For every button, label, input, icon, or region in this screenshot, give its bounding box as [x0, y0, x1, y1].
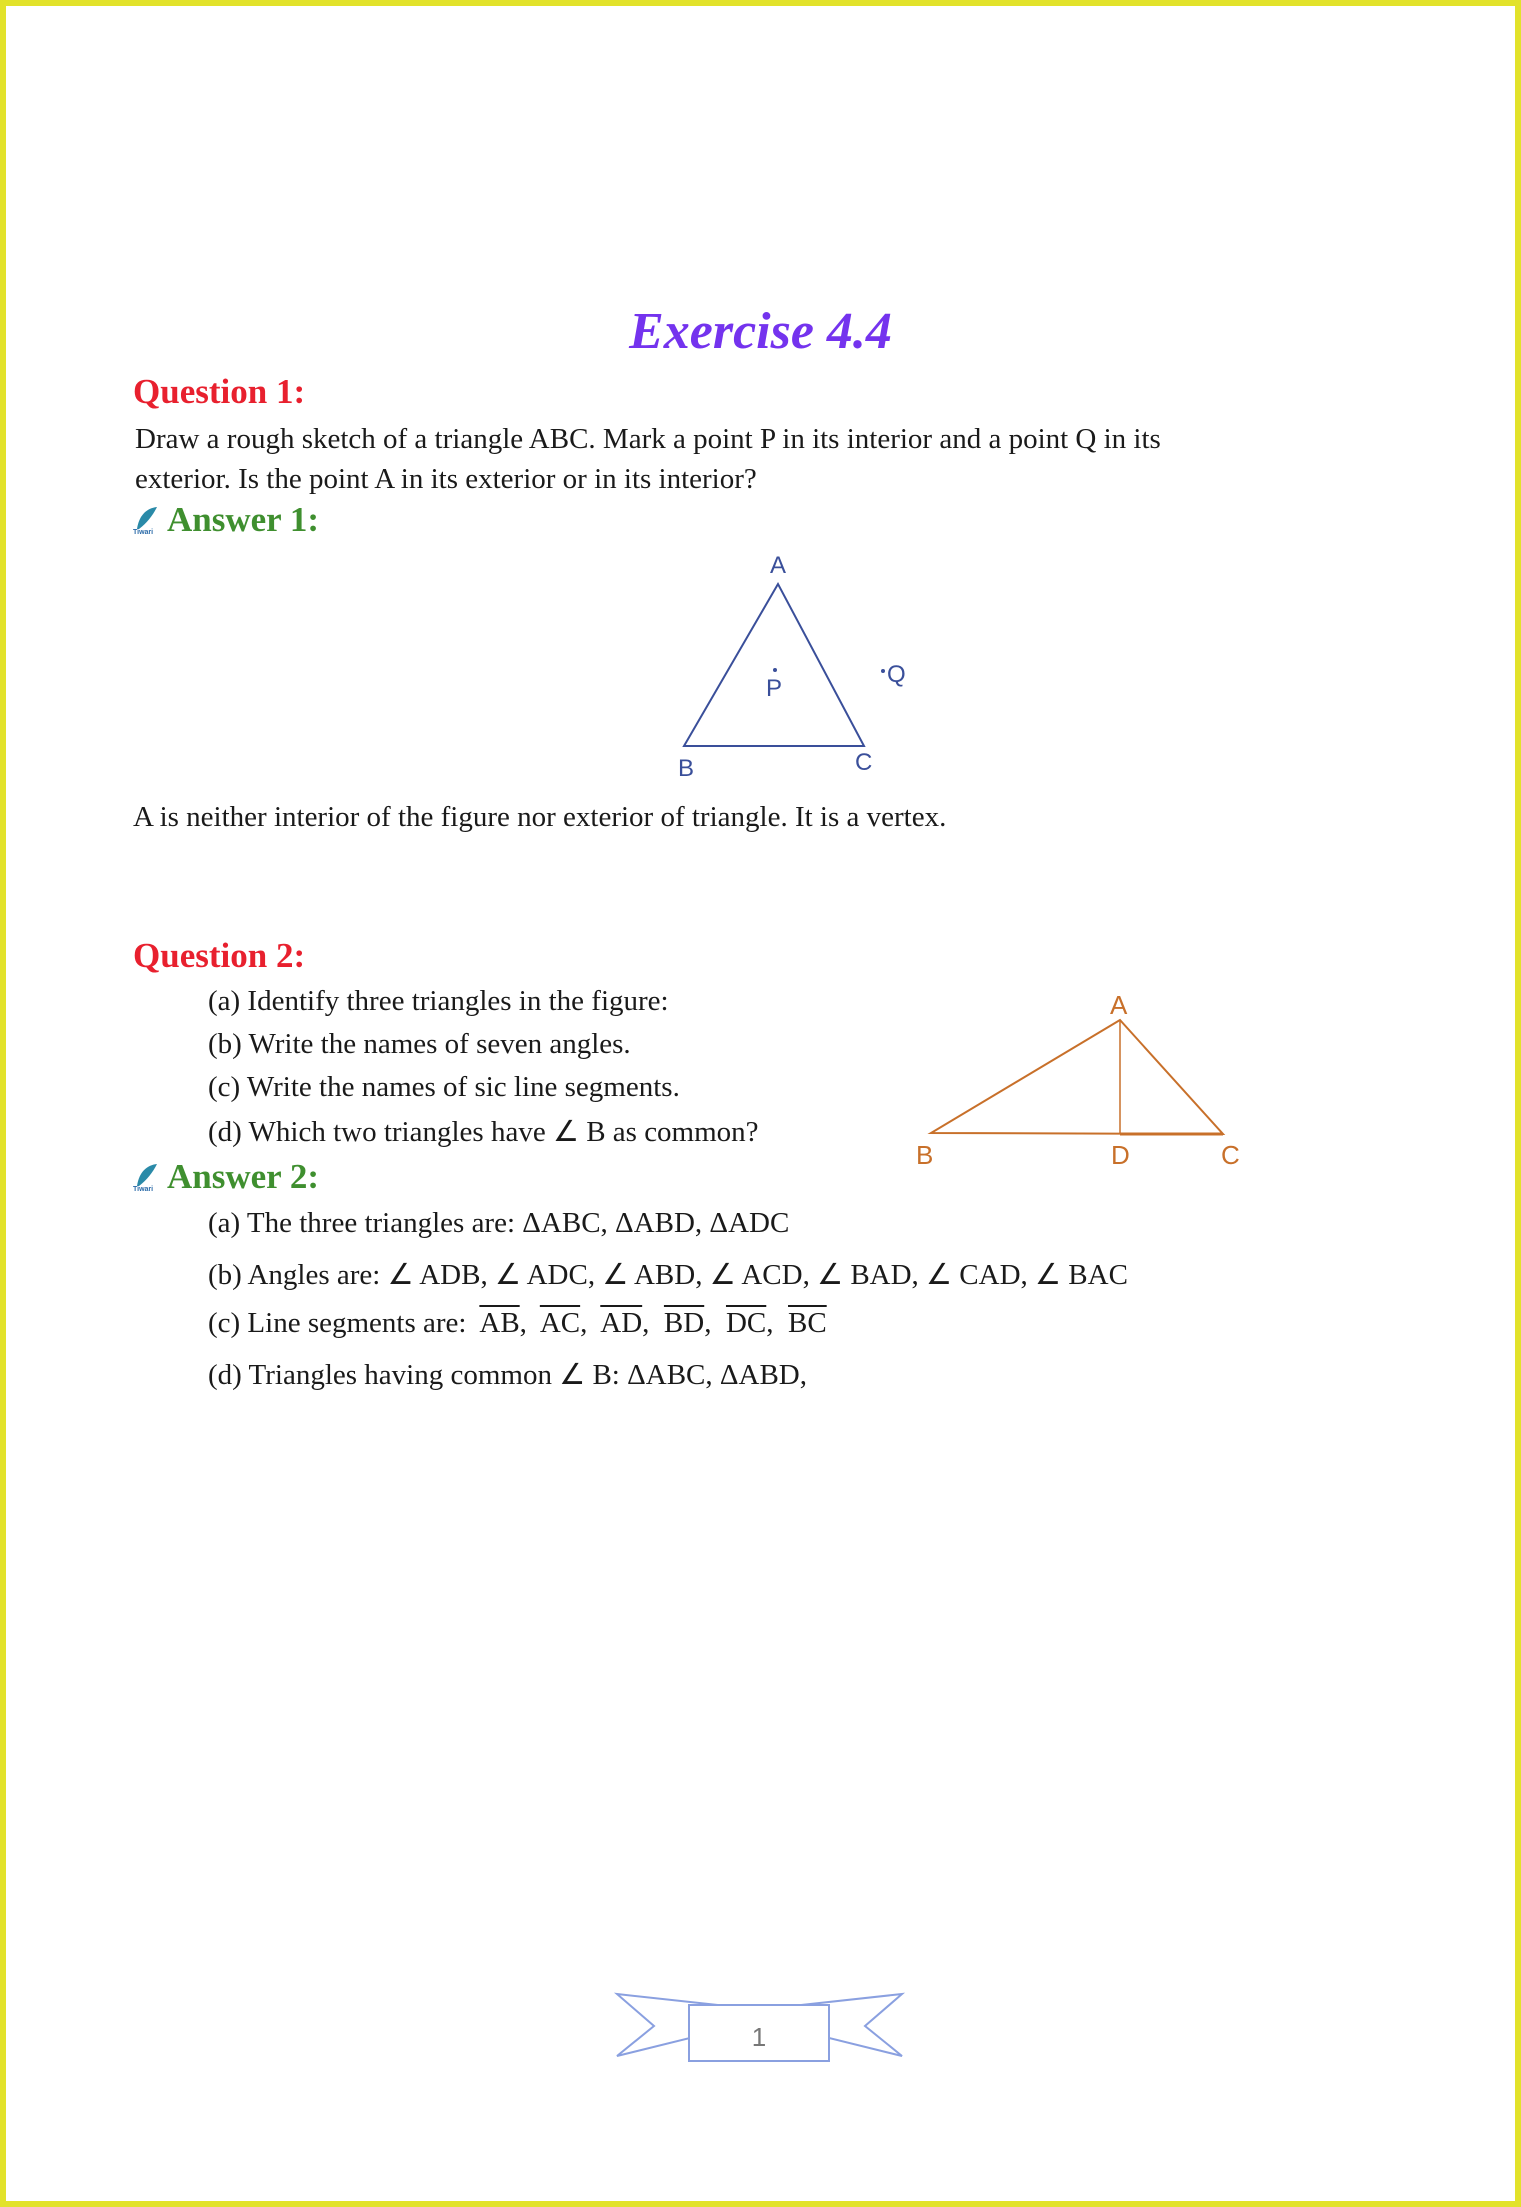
page-title: Exercise 4.4: [629, 303, 892, 360]
answer-2-part-b: (b) Angles are: ∠ ADB, ∠ ADC, ∠ ABD, ∠ ACD, ∠ BAD, ∠ CAD, ∠ BAC: [208, 1259, 1128, 1291]
triangle-abdc-figure: [900, 980, 1260, 1170]
page-number: 1: [751, 2022, 767, 2052]
question-2-part-d: (d) Which two triangles have ∠ B as common?: [208, 1116, 759, 1148]
question-2-part-c: (c) Write the names of sic line segments.: [208, 1071, 680, 1103]
quill-logo-icon: [133, 1162, 159, 1192]
svg-text:Tiwari: Tiwari: [133, 529, 154, 535]
answer-2-part-c: (c) Line segments are: $\overline{AB}$, $\overline{AC}$, $\overline{AD}$, $\overline{BD}$, $\overline{DC}$, $\overline{BC}$: [208, 1307, 827, 1339]
label-q: Q: [887, 661, 906, 688]
segment-dc: $\overline{DC}$: [725, 1307, 767, 1339]
answer-2-part-a: (a) The three triangles are: ΔABC, ΔABD, ΔADC: [208, 1207, 790, 1239]
answer-2-part-d: (d) Triangles having common ∠ B: ΔABC, ΔABD,: [208, 1359, 808, 1391]
segment-ac: $\overline{AC}$: [539, 1307, 581, 1339]
segment-bc: $\overline{BC}$: [788, 1307, 827, 1339]
label-c: C: [855, 749, 873, 776]
triangle-abc: [684, 584, 864, 746]
question-1-line-1: Draw a rough sketch of a triangle ABC. Mark a point P in its interior and a point Q in its: [135, 423, 1161, 455]
answer-2-c-prefix: (c) Line segments are:: [208, 1307, 467, 1339]
segment-ab: $\overline{AB}$: [479, 1307, 520, 1339]
question-2-part-a: (a) Identify three triangles in the figure:: [208, 985, 669, 1017]
answer-2-label: Answer 2:: [167, 1157, 319, 1196]
point-q: [881, 669, 885, 673]
question-2-heading: Question 2:: [133, 936, 306, 975]
label-b: B: [678, 755, 695, 780]
label-d: D: [1111, 1140, 1130, 1170]
question-2-part-b: (b) Write the names of seven angles.: [208, 1028, 631, 1060]
segment-bd: $\overline{BD}$: [663, 1307, 705, 1339]
label-a: A: [770, 552, 787, 579]
answer-2-heading: [133, 1157, 319, 1197]
answer-1-text: A is neither interior of the figure nor exterior of triangle. It is a vertex.: [133, 801, 947, 833]
point-p: [773, 668, 777, 672]
segment-ad: $\overline{AD}$: [600, 1307, 643, 1339]
answer-1-heading: [133, 500, 319, 540]
label-a: A: [1110, 990, 1128, 1020]
quill-logo-icon: [133, 505, 159, 535]
triangle-abc: [931, 1020, 1223, 1134]
question-1-heading: Question 1:: [133, 372, 306, 411]
page-number-ribbon: [612, 1986, 912, 2076]
label-b: B: [916, 1140, 934, 1170]
label-c: C: [1221, 1140, 1240, 1170]
answer-1-label: Answer 1:: [167, 500, 319, 539]
triangle-abc-figure: [640, 540, 960, 780]
question-1-line-2: exterior. Is the point A in its exterior or in its interior?: [135, 463, 757, 495]
label-p: P: [766, 675, 783, 702]
svg-text:Tiwari: Tiwari: [133, 1186, 154, 1192]
